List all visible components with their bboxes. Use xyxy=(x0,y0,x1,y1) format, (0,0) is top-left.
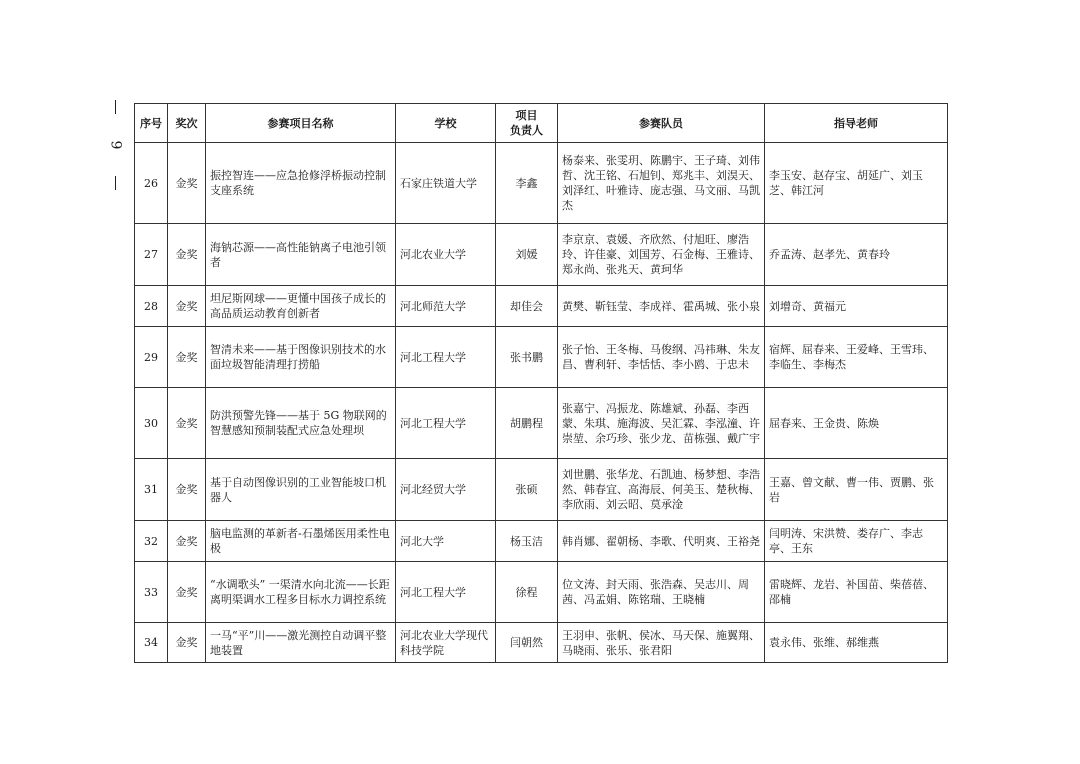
page-number xyxy=(100,100,130,190)
page-number-dash-bottom xyxy=(115,176,116,190)
cell-leader: 张书鹏 xyxy=(496,327,558,388)
cell-members: 王羽申、张帆、侯冰、马天保、施翼翔、马晓雨、张乐、张君阳 xyxy=(558,623,765,663)
header-no: 序号 xyxy=(135,104,168,143)
cell-school: 河北经贸大学 xyxy=(396,459,496,521)
cell-award: 金奖 xyxy=(168,459,206,521)
cell-advisors: 李玉安、赵存宝、胡延广、刘玉芝、韩江河 xyxy=(765,143,948,224)
cell-no: 29 xyxy=(135,327,168,388)
cell-no: 32 xyxy=(135,521,168,562)
cell-no: 33 xyxy=(135,562,168,623)
table-row xyxy=(135,562,948,623)
cell-school: 河北工程大学 xyxy=(396,327,496,388)
cell-project: 基于自动图像识别的工业智能坡口机器人 xyxy=(206,459,396,521)
cell-no: 28 xyxy=(135,286,168,327)
table-row xyxy=(135,623,948,663)
cell-leader: 张硕 xyxy=(496,459,558,521)
table-row xyxy=(135,459,948,521)
cell-project: “水调歌头” 一渠清水向北流——长距离明渠调水工程多目标水力调控系统 xyxy=(206,562,396,623)
cell-leader: 却佳会 xyxy=(496,286,558,327)
cell-project: 一马“平”川——激光测控自动调平整地装置 xyxy=(206,623,396,663)
cell-award: 金奖 xyxy=(168,521,206,562)
cell-project: 振控智连——应急抢修浮桥振动控制支座系统 xyxy=(206,143,396,224)
cell-advisors: 刘增奇、黄福元 xyxy=(765,286,948,327)
table-row xyxy=(135,388,948,459)
table-row xyxy=(135,224,948,286)
page-number-text: 9 xyxy=(106,140,123,150)
awards-table xyxy=(134,103,948,663)
header-advisors: 指导老师 xyxy=(765,104,948,143)
cell-leader: 徐程 xyxy=(496,562,558,623)
table-header-row xyxy=(135,104,948,143)
table-row xyxy=(135,286,948,327)
cell-award: 金奖 xyxy=(168,143,206,224)
cell-school: 石家庄铁道大学 xyxy=(396,143,496,224)
cell-advisors: 乔孟涛、赵孝先、黄春玲 xyxy=(765,224,948,286)
cell-leader: 胡鹏程 xyxy=(496,388,558,459)
cell-award: 金奖 xyxy=(168,286,206,327)
cell-members: 位文涛、封天雨、张浩森、吴志川、周茜、冯孟娟、陈铭瑞、王晓楠 xyxy=(558,562,765,623)
cell-school: 河北农业大学 xyxy=(396,224,496,286)
header-school: 学校 xyxy=(396,104,496,143)
cell-no: 26 xyxy=(135,143,168,224)
cell-project: 脑电监测的革新者-石墨烯医用柔性电极 xyxy=(206,521,396,562)
cell-award: 金奖 xyxy=(168,224,206,286)
cell-award: 金奖 xyxy=(168,327,206,388)
cell-advisors: 闫明涛、宋洪赞、娄存广、李志亭、王东 xyxy=(765,521,948,562)
cell-project: 防洪预警先锋——基于 5G 物联网的智慧感知预制装配式应急处理坝 xyxy=(206,388,396,459)
cell-members: 刘世鹏、张华龙、石凯迪、杨梦想、李浩然、韩春宜、高海辰、何美玉、楚秋梅、李欣雨、刘云昭、莫承淦 xyxy=(558,459,765,521)
cell-school: 河北工程大学 xyxy=(396,388,496,459)
cell-leader: 闫朝然 xyxy=(496,623,558,663)
cell-leader: 李鑫 xyxy=(496,143,558,224)
cell-school: 河北师范大学 xyxy=(396,286,496,327)
cell-no: 34 xyxy=(135,623,168,663)
cell-advisors: 袁永伟、张维、郝维燕 xyxy=(765,623,948,663)
cell-members: 李京京、袁媛、齐欣然、付旭旺、廖浩玲、许佳豪、刘国芳、石金梅、王雅诗、郑永尚、张兆天、黄珂华 xyxy=(558,224,765,286)
cell-members: 黄樊、靳钰莹、李成祥、霍禹城、张小泉 xyxy=(558,286,765,327)
cell-no: 27 xyxy=(135,224,168,286)
cell-project: 智清未来——基于图像识别技术的水面垃圾智能清理打捞船 xyxy=(206,327,396,388)
header-leader: 项目 负责人 xyxy=(496,104,558,143)
header-project: 参赛项目名称 xyxy=(206,104,396,143)
cell-school: 河北大学 xyxy=(396,521,496,562)
cell-members: 张嘉宁、冯振龙、陈雄斌、孙磊、李西蒙、朱琪、施海波、吴汇霖、李泓潼、许崇堃、余巧珍、张少龙、苗栋强、戴广宇 xyxy=(558,388,765,459)
cell-project: 坦尼斯网球——更懂中国孩子成长的高品质运动教育创新者 xyxy=(206,286,396,327)
cell-leader: 刘媛 xyxy=(496,224,558,286)
cell-school: 河北农业大学现代科技学院 xyxy=(396,623,496,663)
cell-project: 海钠芯源——高性能钠离子电池引领者 xyxy=(206,224,396,286)
cell-advisors: 王嘉、曾文献、曹一伟、贾鹏、张岩 xyxy=(765,459,948,521)
header-members: 参赛队员 xyxy=(558,104,765,143)
page-number-dash-top xyxy=(115,100,116,114)
cell-award: 金奖 xyxy=(168,562,206,623)
table-row xyxy=(135,143,948,224)
table-row xyxy=(135,521,948,562)
cell-advisors: 屈春来、王金贵、陈焕 xyxy=(765,388,948,459)
cell-school: 河北工程大学 xyxy=(396,562,496,623)
header-award: 奖次 xyxy=(168,104,206,143)
cell-no: 30 xyxy=(135,388,168,459)
cell-no: 31 xyxy=(135,459,168,521)
cell-members: 韩肖娜、翟朝杨、李歌、代明爽、王裕尧 xyxy=(558,521,765,562)
cell-advisors: 宿辉、屈春来、王爱峰、王雪玮、李临生、李梅杰 xyxy=(765,327,948,388)
cell-award: 金奖 xyxy=(168,623,206,663)
cell-members: 张子怡、王冬梅、马俊纲、冯祎琳、朱友昌、曹利轩、李恬恬、李小鸥、于忠未 xyxy=(558,327,765,388)
cell-members: 杨泰来、张雯玥、陈鹏宇、王子琦、刘伟哲、沈王铭、石旭钊、郑兆丰、刘淏天、刘泽红、叶雅诗、庞志强、马文丽、马凯杰 xyxy=(558,143,765,224)
cell-leader: 杨玉洁 xyxy=(496,521,558,562)
table-row xyxy=(135,327,948,388)
cell-advisors: 雷晓辉、龙岩、补国苗、柴蓓蓓、邵楠 xyxy=(765,562,948,623)
cell-award: 金奖 xyxy=(168,388,206,459)
